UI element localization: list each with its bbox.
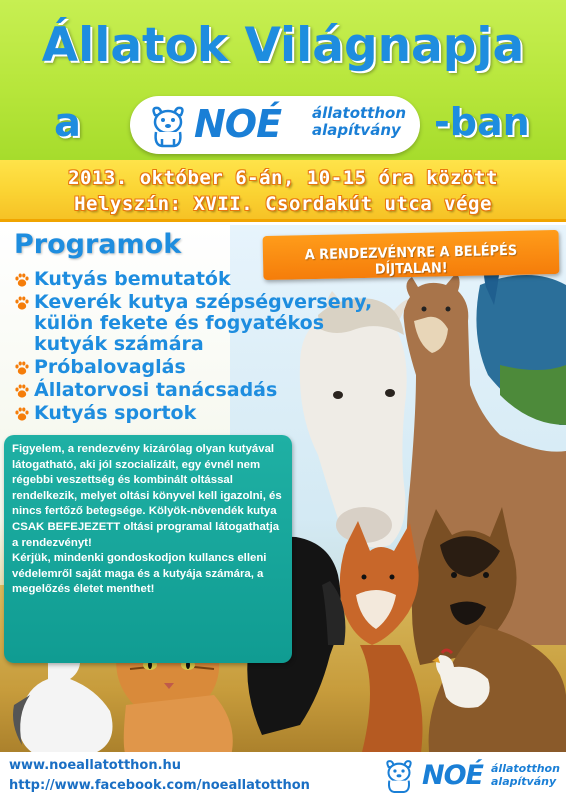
program-item xyxy=(14,292,374,355)
program-label: Kutyás sportok xyxy=(34,402,197,424)
free-entry-banner xyxy=(263,230,560,280)
subtitle-prefix: a xyxy=(54,100,81,146)
free-entry-text: A RENDEZVÉNYRE A BELÉPÉS DÍJTALAN! xyxy=(304,242,518,278)
paw-icon xyxy=(14,406,30,422)
logo-name: NOÉ xyxy=(194,102,282,146)
page-title xyxy=(0,18,566,74)
footer xyxy=(0,752,566,800)
programs-heading: Programok xyxy=(14,229,182,260)
header-banner xyxy=(0,0,566,160)
program-label: Keverék kutya szépségverseny, külön fekete és fogyatékos kutyák számára xyxy=(34,291,373,355)
footer-logo-subtitle xyxy=(491,762,566,788)
dog-mascot-icon xyxy=(378,754,420,796)
footer-logo-line-1: állatotthon xyxy=(491,762,560,775)
footer-logo-name: NOÉ xyxy=(422,760,483,791)
peacock-image xyxy=(476,257,566,425)
paw-icon xyxy=(14,383,30,399)
paw-icon xyxy=(14,272,30,288)
title-word-1: Állatok xyxy=(41,18,229,73)
footer-noe-logo xyxy=(378,752,564,800)
website-link[interactable]: www.noeallatotthon.hu xyxy=(9,758,182,773)
logo-subtitle xyxy=(312,105,422,139)
paw-icon xyxy=(14,295,30,311)
paw-icon xyxy=(14,360,30,376)
subtitle-suffix: -ban xyxy=(434,100,530,144)
notice-text: Figyelem, a rendezvény kizárólag olyan kutyával látogatható, aki jól szocializált, egy évnél nem régebbi veszettség és kombinált oltással rendelkezik, melyet oltási könyvel kell igazolni, és nincs fertőző betegsége. Kölyök-növendék kutya CSAK BEFEJEZETT oltási programal látogathatja a rendezvényt! Kérjük, mindenki gondoskodjon kullancs elleni védelemről saját maga és a kutyája számára, a megelőzés életet menthet! xyxy=(12,443,282,596)
program-label: Kutyás bemutatók xyxy=(34,268,231,290)
fox-image xyxy=(340,521,423,760)
program-item xyxy=(14,357,374,378)
event-info-band xyxy=(0,160,566,222)
facebook-link[interactable]: http://www.facebook.com/noeallatotthon xyxy=(9,778,310,793)
subtitle-row xyxy=(0,96,566,156)
noe-logo xyxy=(130,96,420,154)
programs-list xyxy=(14,269,374,426)
event-location: Helyszín: XVII. Csordakút utca vége xyxy=(74,193,492,215)
title-word-2: Világnapja xyxy=(244,18,525,73)
dog-mascot-icon xyxy=(142,99,194,151)
logo-line-1: állatotthon xyxy=(312,104,407,122)
event-date: 2013. október 6-án, 10-15 óra között xyxy=(68,167,498,189)
program-item xyxy=(14,380,374,401)
notice-box xyxy=(4,435,292,663)
logo-line-2: alapítvány xyxy=(312,121,401,139)
footer-logo-line-2: alapítvány xyxy=(491,775,557,788)
program-label: Állatorvosi tanácsadás xyxy=(34,379,278,401)
program-item xyxy=(14,403,374,424)
main-content xyxy=(0,225,566,760)
program-label: Próbalovaglás xyxy=(34,356,186,378)
